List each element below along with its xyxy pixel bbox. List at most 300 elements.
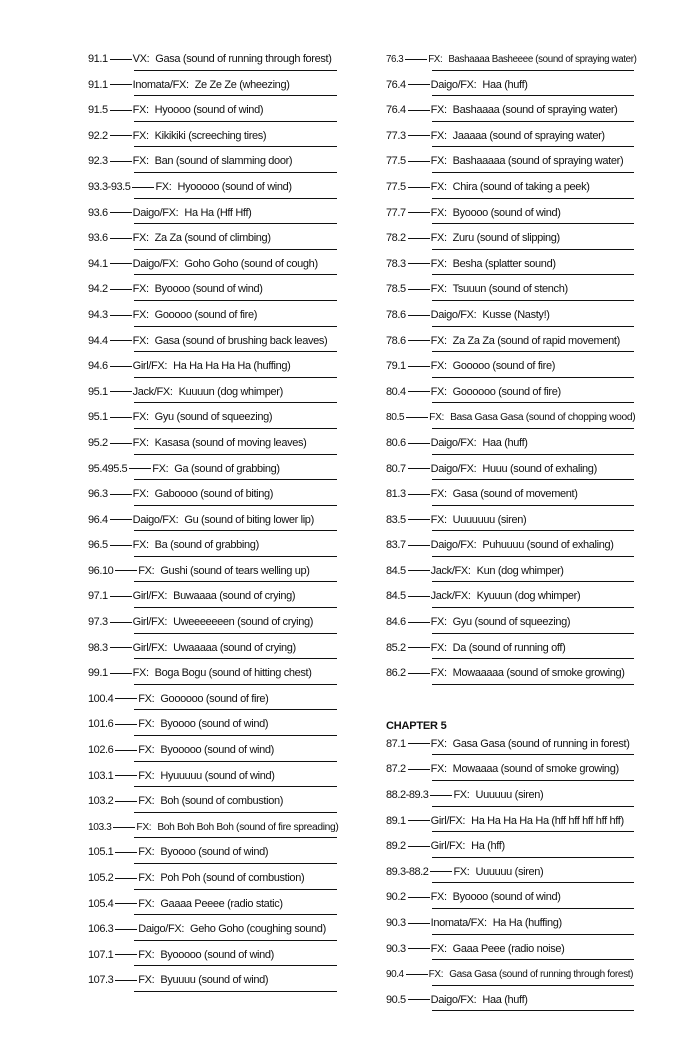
underline-rule [432, 505, 634, 506]
leader-dash [408, 391, 430, 392]
sfx-entry [386, 149, 638, 175]
sfx-speaker-label: FX: [430, 385, 447, 398]
sfx-entry [386, 98, 638, 124]
page-panel-number: 78.5 [386, 283, 406, 296]
leader-dash [115, 878, 137, 879]
page-panel-number: 76.4 [386, 78, 406, 91]
sfx-entry [88, 431, 338, 457]
underline-rule [432, 300, 634, 301]
sfx-entry [88, 738, 338, 764]
page-panel-number: 94.3 [88, 308, 108, 321]
page-panel-number: 102.6 [88, 744, 114, 757]
sfx-translation: Kyuuun (dog whimper) [476, 590, 581, 603]
sfx-translation: Hyooooo (sound of wind) [177, 180, 292, 193]
sfx-entry [88, 175, 338, 201]
sfx-entry [386, 962, 638, 988]
leader-dash [110, 212, 132, 213]
sfx-translation: Gyu (sound of squeezing) [452, 616, 571, 629]
sfx-speaker-label: FX: [430, 155, 447, 168]
sfx-translation: Ga (sound of grabbing) [174, 462, 280, 475]
leader-dash [110, 519, 132, 520]
page-panel-number: 92.3 [88, 155, 108, 168]
underline-rule [134, 735, 337, 736]
sfx-entry [386, 732, 638, 758]
sfx-speaker-label: Daigo/FX: [430, 308, 477, 321]
sfx-speaker-label: FX: [430, 180, 447, 193]
sfx-entry [88, 815, 338, 841]
underline-rule [134, 965, 337, 966]
sfx-speaker-label: FX: [430, 891, 447, 904]
leader-dash [430, 795, 452, 796]
page-panel-number: 103.1 [88, 769, 114, 782]
sfx-translation: Haa (huff) [482, 993, 528, 1006]
page-panel-number: 90.3 [386, 942, 406, 955]
sfx-entry [386, 73, 638, 99]
sfx-entry [88, 226, 338, 252]
sfx-entry [88, 559, 338, 585]
leader-dash [110, 647, 132, 648]
chapter-heading: CHAPTER 5 [386, 719, 447, 732]
page-panel-number: 83.5 [386, 513, 406, 526]
leader-dash [408, 846, 430, 847]
underline-rule [432, 633, 634, 634]
sfx-speaker-label: Girl/FX: [132, 360, 168, 373]
underline-rule [134, 454, 337, 455]
page-panel-number: 94.1 [88, 257, 108, 270]
underline-rule [134, 658, 337, 659]
sfx-translation: Da (sound of running off) [452, 641, 566, 654]
sfx-entry [386, 809, 638, 835]
underline-rule [134, 581, 337, 582]
sfx-translation: Gasa Gasa (sound of running through forest) [449, 969, 634, 981]
sfx-speaker-label: FX: [132, 155, 149, 168]
sfx-entry [386, 303, 638, 329]
page-panel-number: 96.10 [88, 564, 114, 577]
leader-dash [110, 135, 132, 136]
sfx-translation: Gaaaa Peeee (radio static) [160, 897, 283, 910]
sfx-entry [88, 687, 338, 713]
underline-rule [432, 351, 634, 352]
sfx-entry [386, 911, 638, 937]
sfx-translation: Byoooo (sound of wind) [154, 283, 263, 296]
sfx-entry [386, 860, 638, 886]
sfx-translation: Besha (splatter sound) [452, 257, 556, 270]
leader-dash [408, 923, 430, 924]
underline-rule [432, 959, 634, 960]
sfx-speaker-label: Inomata/FX: [430, 917, 487, 929]
sfx-speaker-label: FX: [132, 129, 149, 142]
leader-dash [408, 161, 430, 162]
sfx-entry [386, 431, 638, 457]
sfx-translation: Uuuuuuu (siren) [452, 513, 527, 526]
underline-rule [432, 223, 634, 224]
sfx-speaker-label: FX: [132, 232, 149, 245]
sfx-speaker-label: FX: [430, 257, 447, 270]
page-panel-number: 77.5 [386, 180, 406, 193]
page-panel-number: 95.1 [88, 411, 108, 424]
leader-dash [110, 366, 132, 367]
sfx-speaker-label: FX: [430, 334, 447, 347]
sfx-translation: Kasasa (sound of moving leaves) [154, 436, 307, 449]
sfx-speaker-label: FX: [132, 411, 149, 424]
page-panel-number: 92.2 [88, 129, 108, 142]
underline-rule [134, 479, 337, 480]
sfx-speaker-label: FX: [430, 641, 447, 654]
sfx-translation: Boh Boh Boh Boh (sound of fire spreading) [157, 821, 339, 833]
leader-dash [115, 801, 137, 802]
sfx-translation: Gooooo (sound of fire) [154, 308, 258, 321]
leader-dash [408, 238, 430, 239]
sfx-translation: Ha Ha (Hff Hff) [184, 206, 252, 219]
sfx-translation: Ze Ze Ze (wheezing) [194, 78, 290, 91]
left-column [88, 47, 338, 994]
sfx-translation: Uuuuuu (siren) [475, 789, 544, 802]
leader-dash [408, 519, 430, 520]
page-panel-number: 80.7 [386, 462, 406, 475]
page-panel-number: 93.3-93.5 [88, 180, 131, 193]
sfx-entry [386, 533, 638, 559]
underline-rule [432, 146, 634, 147]
sfx-entry [88, 73, 338, 99]
sfx-entry [88, 917, 338, 943]
sfx-entry [386, 354, 638, 380]
page-panel-number: 89.3-88.2 [386, 865, 429, 878]
leader-dash [430, 871, 452, 872]
leader-dash [110, 238, 132, 239]
sfx-entry [88, 277, 338, 303]
underline-rule [134, 530, 337, 531]
page-panel-number: 97.3 [88, 616, 108, 629]
page-panel-number: 78.6 [386, 308, 406, 321]
sfx-speaker-label: FX: [132, 488, 149, 501]
leader-dash [408, 135, 430, 136]
sfx-translation: Mowaaaa (sound of smoke growing) [452, 763, 619, 776]
sfx-speaker-label: FX: [132, 283, 149, 296]
underline-rule [432, 428, 634, 429]
sfx-translation: Buwaaaa (sound of crying) [173, 590, 296, 603]
sfx-translation: Hyuuuuu (sound of wind) [160, 769, 275, 782]
sfx-translation: Byoooo (sound of wind) [160, 718, 269, 731]
underline-rule [134, 70, 337, 71]
page-panel-number: 88.2-89.3 [386, 789, 429, 802]
page-panel-number: 103.2 [88, 795, 114, 808]
underline-rule [432, 1010, 634, 1011]
sfx-translation: Ha Ha Ha Ha Ha (huffing) [173, 360, 291, 373]
sfx-entry [88, 661, 338, 687]
page-panel-number: 78.2 [386, 232, 406, 245]
underline-rule [134, 761, 337, 762]
underline-rule [432, 684, 634, 685]
sfx-speaker-label: Daigo/FX: [132, 513, 179, 526]
sfx-speaker-label: FX: [138, 692, 155, 705]
underline-rule [134, 837, 337, 838]
page-panel-number: 101.6 [88, 718, 114, 731]
sfx-translation: Haa (huff) [482, 436, 528, 449]
sfx-entry [88, 508, 338, 534]
sfx-translation: Gasa (sound of movement) [452, 488, 578, 501]
leader-dash [110, 84, 132, 85]
sfx-speaker-label: FX: [132, 334, 149, 347]
sfx-entry [386, 757, 638, 783]
sfx-entry [386, 661, 638, 687]
underline-rule [134, 223, 337, 224]
leader-dash [408, 769, 430, 770]
sfx-entry [88, 149, 338, 175]
sfx-entry [88, 764, 338, 790]
sfx-translation: Hyoooo (sound of wind) [154, 104, 264, 117]
sfx-translation: Byoooo (sound of wind) [452, 891, 561, 904]
leader-dash [129, 468, 151, 469]
sfx-entry [386, 834, 638, 860]
sfx-translation: Goho Goho (sound of cough) [184, 257, 318, 270]
leader-dash [110, 110, 132, 111]
sfx-entry [88, 584, 338, 610]
leader-dash [408, 315, 430, 316]
section-spacer [386, 687, 638, 703]
leader-dash [408, 897, 430, 898]
page-panel-number: 78.3 [386, 257, 406, 270]
sfx-translation: Ha Ha Ha Ha Ha (hff hff hff hff hff) [471, 814, 624, 827]
page-panel-number: 79.1 [386, 360, 406, 373]
sfx-speaker-label: Daigo/FX: [430, 462, 477, 475]
page-panel-number: 89.2 [386, 840, 406, 853]
sfx-entry [386, 559, 638, 585]
leader-dash [408, 212, 430, 213]
page-panel-number: 107.3 [88, 974, 114, 987]
leader-dash [408, 366, 430, 367]
page-panel-number: 90.3 [386, 917, 406, 929]
sfx-entry [88, 329, 338, 355]
sfx-speaker-label: FX: [138, 564, 155, 577]
leader-dash [110, 391, 132, 392]
leader-dash [408, 340, 430, 341]
sfx-speaker-label: FX: [430, 737, 447, 750]
leader-dash [408, 570, 430, 571]
page-panel-number: 91.1 [88, 53, 108, 65]
page-panel-number: 93.6 [88, 206, 108, 219]
underline-rule [432, 70, 634, 71]
sfx-entry [386, 252, 638, 278]
sfx-entry [88, 252, 338, 278]
leader-dash [110, 340, 132, 341]
sfx-entry [386, 201, 638, 227]
page-panel-number: 87.1 [386, 737, 406, 750]
leader-dash [110, 315, 132, 316]
sfx-entry [88, 380, 338, 406]
underline-rule [134, 505, 337, 506]
underline-rule [432, 377, 634, 378]
page-panel-number: 91.1 [88, 78, 108, 91]
sfx-entry [386, 885, 638, 911]
underline-rule [432, 882, 634, 883]
sfx-entry [88, 405, 338, 431]
underline-rule [432, 479, 634, 480]
sfx-speaker-label: Girl/FX: [430, 840, 466, 853]
sfx-speaker-label: FX: [136, 821, 152, 833]
sfx-translation: Kuuuun (dog whimper) [178, 385, 283, 398]
page-panel-number: 80.4 [386, 385, 406, 398]
sfx-speaker-label: FX: [138, 795, 155, 808]
sfx-translation: Uwaaaaa (sound of crying) [173, 641, 296, 654]
page-panel-number: 90.4 [386, 969, 404, 981]
page-panel-number: 106.3 [88, 923, 114, 936]
page-panel-number: 94.6 [88, 360, 108, 373]
sfx-speaker-label: FX: [138, 846, 155, 859]
underline-rule [134, 786, 337, 787]
leader-dash [408, 110, 430, 111]
underline-rule [134, 709, 337, 710]
sfx-translation: Gushi (sound of tears welling up) [160, 564, 310, 577]
sfx-speaker-label: FX: [152, 462, 169, 475]
leader-dash [110, 59, 132, 60]
sfx-entry [88, 840, 338, 866]
leader-dash [408, 494, 430, 495]
leader-dash [110, 161, 132, 162]
page-panel-number: 97.1 [88, 590, 108, 603]
underline-rule [134, 121, 337, 122]
sfx-translation: Mowaaaaa (sound of smoke growing) [452, 667, 625, 680]
sfx-speaker-label: FX: [132, 436, 149, 449]
sfx-speaker-label: Daigo/FX: [138, 923, 185, 936]
page-panel-number: 84.5 [386, 590, 406, 603]
underline-rule [432, 607, 634, 608]
underline-rule [432, 581, 634, 582]
sfx-speaker-label: Daigo/FX: [132, 257, 179, 270]
leader-dash [115, 698, 137, 699]
page-panel-number: 84.6 [386, 616, 406, 629]
sfx-entry [386, 329, 638, 355]
page-panel-number: 77.7 [386, 206, 406, 219]
right-column [386, 47, 638, 1013]
underline-rule [134, 274, 337, 275]
page-panel-number: 105.4 [88, 897, 114, 910]
underline-rule [134, 351, 337, 352]
sfx-translation: Gaboooo (sound of biting) [154, 488, 274, 501]
sfx-entry [386, 124, 638, 150]
sfx-entry [88, 354, 338, 380]
leader-dash [115, 750, 137, 751]
leader-dash [408, 84, 430, 85]
sfx-speaker-label: FX: [430, 667, 447, 680]
leader-dash [408, 820, 430, 821]
page-panel-number: 96.5 [88, 539, 108, 552]
leader-dash [132, 187, 154, 188]
leader-dash [110, 443, 132, 444]
underline-rule [134, 326, 337, 327]
sfx-speaker-label: Girl/FX: [430, 814, 466, 827]
page-panel-number: 90.2 [386, 891, 406, 904]
underline-rule [134, 863, 337, 864]
sfx-entry [386, 988, 638, 1014]
sfx-translation: Za Za (sound of climbing) [154, 232, 271, 245]
page-panel-number: 84.5 [386, 564, 406, 577]
sfx-speaker-label: VX: [132, 53, 150, 65]
sfx-entry [88, 98, 338, 124]
sfx-speaker-label: Daigo/FX: [430, 539, 477, 552]
underline-rule [432, 454, 634, 455]
sfx-speaker-label: Girl/FX: [132, 641, 168, 654]
underline-rule [432, 556, 634, 557]
sfx-speaker-label: FX: [430, 513, 447, 526]
sfx-speaker-label: FX: [429, 412, 445, 424]
leader-dash [408, 673, 430, 674]
sfx-translation: Kikikiki (screeching tires) [154, 129, 267, 142]
sfx-translation: Puhuuuu (sound of exhaling) [482, 539, 614, 552]
sfx-translation: Gooooo (sound of fire) [452, 360, 556, 373]
sfx-speaker-label: FX: [138, 974, 155, 987]
page-panel-number: 87.2 [386, 763, 406, 776]
page-panel-number: 107.1 [88, 948, 114, 961]
sfx-speaker-label: FX: [132, 539, 149, 552]
underline-rule [432, 198, 634, 199]
underline-rule [432, 121, 634, 122]
page-panel-number: 94.4 [88, 334, 108, 347]
sfx-entry [386, 508, 638, 534]
sfx-translation: Zuru (sound of slipping) [452, 232, 560, 245]
leader-dash [110, 417, 132, 418]
page-panel-number: 89.1 [386, 814, 406, 827]
underline-rule [432, 754, 634, 755]
page-panel-number: 80.6 [386, 436, 406, 449]
underline-rule [432, 934, 634, 935]
underline-rule [432, 402, 634, 403]
page-panel-number: 94.2 [88, 283, 108, 296]
sfx-entry [386, 584, 638, 610]
sfx-entry [88, 303, 338, 329]
leader-dash [110, 263, 132, 264]
sfx-speaker-label: Daigo/FX: [430, 78, 477, 91]
leader-dash [110, 673, 132, 674]
sfx-entry [88, 457, 338, 483]
leader-dash [406, 417, 428, 418]
chapter-entries [386, 732, 638, 1014]
sfx-translation: Gasa (sound of running through forest) [155, 53, 332, 65]
page-panel-number: 77.5 [386, 155, 406, 168]
sfx-translation: Kusse (Nasty!) [482, 308, 550, 321]
underline-rule [134, 95, 337, 96]
sfx-speaker-label: FX: [453, 789, 470, 802]
sfx-translation: Uweeeeeeen (sound of crying) [173, 616, 314, 629]
sfx-translation: Gaaa Peee (radio noise) [452, 942, 565, 955]
page-panel-number: 105.1 [88, 846, 114, 859]
underline-rule [134, 889, 337, 890]
sfx-speaker-label: FX: [430, 232, 447, 245]
page-panel-number: 95.1 [88, 385, 108, 398]
sfx-translation: Chira (sound of taking a peek) [452, 180, 590, 193]
underline-rule [134, 940, 337, 941]
sfx-entry [88, 201, 338, 227]
sfx-translation: Gasa Gasa (sound of running in forest) [452, 737, 630, 750]
leader-dash [115, 724, 137, 725]
page-panel-number: 83.7 [386, 539, 406, 552]
leader-dash [115, 852, 137, 853]
leader-dash [110, 545, 132, 546]
sfx-speaker-label: Jack/FX: [430, 564, 471, 577]
sfx-speaker-label: FX: [428, 54, 443, 65]
underline-rule [432, 985, 634, 986]
underline-rule [134, 300, 337, 301]
page-panel-number: 90.5 [386, 993, 406, 1006]
sfx-translation: Boh (sound of combustion) [160, 795, 284, 808]
sfx-speaker-label: FX: [430, 616, 447, 629]
sfx-entry [386, 47, 638, 73]
page-panel-number: 78.6 [386, 334, 406, 347]
sfx-speaker-label: Girl/FX: [132, 590, 168, 603]
page-panel-number: 91.5 [88, 104, 108, 117]
page-panel-number: 85.2 [386, 641, 406, 654]
sfx-speaker-label: FX: [132, 104, 149, 117]
leader-dash [408, 545, 430, 546]
